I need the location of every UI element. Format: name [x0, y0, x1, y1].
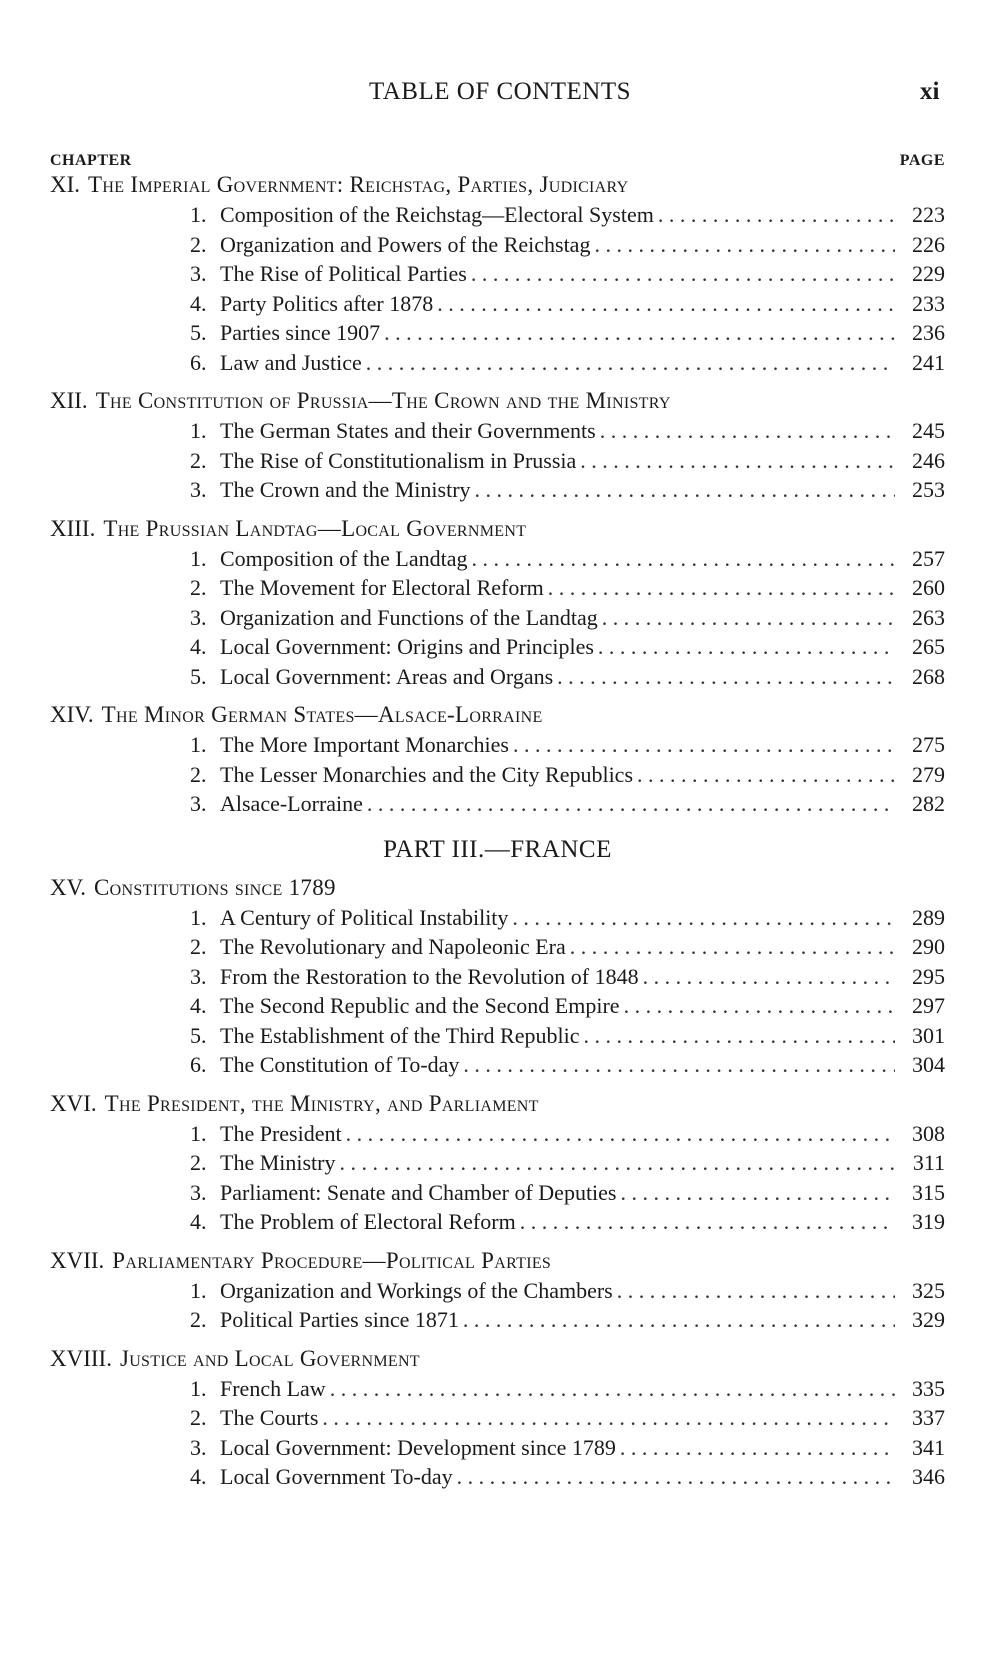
section-page-number: 226 [912, 231, 945, 257]
section-title: The Ministry [220, 1150, 336, 1175]
section-number: 3. [190, 604, 207, 630]
section-page-number: 257 [912, 545, 945, 571]
dot-leader [624, 991, 895, 1021]
section-title: The President [220, 1120, 342, 1146]
section-number: 1. [190, 1277, 207, 1303]
section-title: The More Important Monarchies [220, 732, 509, 757]
toc-entry [50, 789, 945, 819]
chapter-heading [50, 170, 945, 200]
section-page-number: 233 [912, 290, 945, 316]
section-number: 2. [190, 761, 207, 787]
section-number: 6. [190, 1052, 207, 1077]
section-page-number: 263 [912, 604, 945, 630]
dot-leader [548, 573, 895, 603]
section-title: The Establishment of the Third Republic [220, 1022, 580, 1048]
section-page-number: 265 [912, 634, 945, 659]
dot-leader [384, 318, 895, 348]
section-title: Parties since 1907 [220, 320, 381, 345]
section-number: 5. [190, 663, 207, 689]
section-number: 3. [190, 963, 207, 989]
chapter-title: Constitutions since 1789 [94, 874, 336, 900]
section-title: Law and Justice [220, 349, 362, 375]
dot-leader [330, 1374, 895, 1404]
chapter-heading [50, 700, 945, 730]
section-number: 5. [190, 320, 207, 345]
toc-entry [50, 318, 945, 348]
toc-entry [50, 730, 945, 760]
toc-entry [50, 1148, 945, 1178]
dot-leader [340, 1148, 896, 1178]
dot-leader [471, 259, 895, 289]
dot-leader [617, 1276, 895, 1306]
section-number: 1. [190, 904, 207, 930]
section-number: 3. [190, 1179, 207, 1205]
dot-leader [463, 1305, 895, 1335]
dot-leader [475, 475, 895, 505]
toc-entry [50, 662, 945, 692]
section-number: 3. [190, 791, 207, 816]
page-title: TABLE OF CONTENTS [368, 78, 632, 105]
section-page-number: 301 [912, 1022, 945, 1048]
chapter-number: XVII. [50, 1247, 105, 1273]
section-page-number: 325 [912, 1277, 945, 1303]
chapter-title: Justice and Local Government [119, 1345, 420, 1371]
section-page-number: 341 [912, 1434, 945, 1460]
chapter-number: XII. [50, 388, 88, 413]
section-number: 3. [190, 1434, 207, 1460]
section-number: 2. [190, 1405, 207, 1430]
toc-entry [50, 603, 945, 633]
section-title: The Constitution of To-day [220, 1052, 460, 1077]
dot-leader [520, 1207, 895, 1237]
section-page-number: 329 [912, 1307, 945, 1332]
section-number: 2. [190, 1150, 207, 1175]
chapter-title: Parliamentary Procedure—Political Parties [112, 1247, 552, 1273]
section-title: Organization and Functions of the Landtag [220, 604, 598, 630]
section-title: Local Government: Origins and Principles [220, 634, 594, 659]
dot-leader [512, 903, 895, 933]
section-title: The Courts [220, 1405, 319, 1430]
toc-entry [50, 903, 945, 933]
section-page-number: 311 [912, 1150, 945, 1175]
section-page-number: 315 [912, 1179, 945, 1205]
toc-entry [50, 1050, 945, 1080]
chapter-block [50, 1089, 945, 1237]
section-page-number: 268 [912, 663, 945, 689]
section-number: 1. [190, 418, 207, 443]
toc-entry [50, 1207, 945, 1237]
toc-entry [50, 1119, 945, 1149]
section-page-number: 279 [912, 761, 945, 787]
section-page-number: 290 [912, 934, 945, 959]
section-page-number: 229 [912, 261, 945, 286]
toc-entry [50, 1462, 945, 1492]
section-page-number: 346 [912, 1464, 945, 1489]
section-page-number: 295 [912, 963, 945, 989]
chapter-block [50, 700, 945, 819]
section-title: Organization and Workings of the Chambers [220, 1277, 613, 1303]
chapter-heading [50, 514, 945, 544]
dot-leader [570, 932, 895, 962]
section-number: 6. [190, 349, 207, 375]
dot-leader [583, 1021, 895, 1051]
section-title: The Revolutionary and Napoleonic Era [220, 934, 566, 959]
section-page-number: 282 [912, 791, 945, 816]
section-number: 2. [190, 934, 207, 959]
section-title: Party Politics after 1878 [220, 290, 434, 316]
chapter-block [50, 514, 945, 692]
section-number: 2. [190, 575, 207, 600]
section-number: 1. [190, 1120, 207, 1146]
chapter-number: XV. [50, 874, 87, 900]
section-page-number: 289 [912, 904, 945, 930]
toc-entry [50, 1433, 945, 1463]
chapter-heading [50, 873, 945, 903]
section-number: 1. [190, 732, 207, 757]
section-title: Local Government To-day [220, 1464, 453, 1489]
section-number: 1. [190, 1375, 207, 1401]
toc-entry [50, 446, 945, 476]
section-title: The Problem of Electoral Reform [220, 1209, 516, 1234]
section-number: 3. [190, 261, 207, 286]
section-title: Political Parties since 1871 [220, 1307, 459, 1332]
toc-entry [50, 932, 945, 962]
dot-leader [643, 962, 895, 992]
dot-leader [437, 289, 895, 319]
toc-group-part-iii [50, 873, 945, 1492]
toc-entry [50, 1178, 945, 1208]
chapter-number: XI. [50, 172, 81, 197]
section-page-number: 241 [912, 349, 945, 375]
dot-leader [367, 789, 895, 819]
section-page-number: 335 [912, 1375, 945, 1401]
section-title: The Lesser Monarchies and the City Republics [220, 761, 634, 787]
section-title: The Rise of Political Parties [220, 261, 467, 286]
section-title: The Crown and the Ministry [220, 477, 471, 502]
section-title: Composition of the Landtag [220, 545, 468, 571]
section-page-number: 297 [912, 993, 945, 1018]
section-number: 4. [190, 634, 207, 659]
section-title: Alsace-Lorraine [220, 791, 363, 816]
toc-entry [50, 1374, 945, 1404]
dot-leader [463, 1050, 895, 1080]
toc-entry [50, 1403, 945, 1433]
section-number: 1. [190, 545, 207, 571]
running-head [0, 78, 1000, 112]
chapter-heading [50, 1089, 945, 1119]
dot-leader [621, 1178, 896, 1208]
section-page-number: 246 [912, 447, 945, 473]
part-heading: PART III.—FRANCE [383, 835, 612, 863]
dot-leader [580, 446, 895, 476]
toc-entry [50, 416, 945, 446]
section-number: 2. [190, 231, 207, 257]
section-title: The Second Republic and the Second Empire [220, 993, 620, 1018]
section-number: 4. [190, 1209, 207, 1234]
chapter-title: The President, the Ministry, and Parliament [104, 1090, 539, 1116]
section-page-number: 319 [912, 1209, 945, 1234]
toc-group-part-ii [50, 170, 945, 819]
toc-entry [50, 760, 945, 790]
chapter-heading [50, 1344, 945, 1374]
dot-leader [594, 230, 895, 260]
section-page-number: 275 [912, 732, 945, 757]
chapter-title: The Prussian Landtag—Local Government [103, 515, 527, 541]
dot-leader [598, 632, 895, 662]
toc-entry [50, 1305, 945, 1335]
toc-entry [50, 544, 945, 574]
dot-leader [637, 760, 895, 790]
toc-entry [50, 962, 945, 992]
chapter-number: XVI. [50, 1090, 97, 1116]
section-title: Parliament: Senate and Chamber of Deputies [220, 1179, 617, 1205]
section-page-number: 337 [912, 1405, 945, 1430]
toc-entry [50, 632, 945, 662]
toc-entry [50, 200, 945, 230]
section-page-number: 245 [912, 418, 945, 443]
section-title: Local Government: Areas and Organs [220, 663, 554, 689]
chapter-number: XIII. [50, 515, 96, 541]
section-title: From the Restoration to the Revolution of 1848 [220, 963, 639, 989]
section-number: 4. [190, 290, 207, 316]
page-number: xi [920, 78, 940, 105]
chapter-heading [50, 1246, 945, 1276]
section-number: 4. [190, 1464, 207, 1489]
page-column-label: PAGE [899, 152, 945, 169]
toc-entry [50, 230, 945, 260]
toc-entry [50, 475, 945, 505]
dot-leader [602, 603, 895, 633]
section-number: 5. [190, 1022, 207, 1048]
section-page-number: 304 [912, 1052, 945, 1077]
section-title: French Law [220, 1375, 326, 1401]
toc-entry [50, 1021, 945, 1051]
dot-leader [471, 544, 895, 574]
section-number: 2. [190, 447, 207, 473]
dot-leader [513, 730, 895, 760]
chapter-title: The Imperial Government: Reichstag, Parties, Judiciary [88, 172, 629, 197]
section-title: Local Government: Development since 1789 [220, 1434, 616, 1460]
chapter-block [50, 1246, 945, 1335]
section-number: 2. [190, 1307, 207, 1332]
table-of-contents [50, 170, 945, 1492]
section-title: The German States and their Governments [220, 418, 596, 443]
toc-entry [50, 1276, 945, 1306]
chapter-block [50, 873, 945, 1080]
dot-leader [346, 1119, 895, 1149]
section-title: Composition of the Reichstag—Electoral System [220, 202, 654, 227]
section-page-number: 260 [912, 575, 945, 600]
section-page-number: 253 [912, 477, 945, 502]
dot-leader [557, 662, 895, 692]
dot-leader [600, 416, 895, 446]
chapter-title: The Constitution of Prussia—The Crown and the Ministry [95, 388, 671, 413]
chapter-block [50, 170, 945, 377]
section-page-number: 236 [912, 320, 945, 345]
chapter-heading [50, 386, 945, 416]
toc-entry [50, 991, 945, 1021]
chapter-title: The Minor German States—Alsace-Lorraine [101, 702, 543, 727]
toc-entry [50, 348, 945, 378]
dot-leader [658, 200, 895, 230]
section-number: 1. [190, 202, 207, 227]
chapter-number: XVIII. [50, 1345, 112, 1371]
chapter-column-label: CHAPTER [50, 152, 132, 169]
dot-leader [620, 1433, 895, 1463]
section-number: 4. [190, 993, 207, 1018]
section-page-number: 308 [912, 1120, 945, 1146]
dot-leader [322, 1403, 895, 1433]
chapter-number: XIV. [50, 702, 94, 727]
section-title: The Movement for Electoral Reform [220, 575, 544, 600]
section-number: 3. [190, 477, 207, 502]
toc-entry [50, 573, 945, 603]
toc-entry [50, 259, 945, 289]
section-page-number: 223 [912, 202, 945, 227]
section-title: A Century of Political Instability [220, 904, 509, 930]
chapter-block [50, 386, 945, 505]
dot-leader [457, 1462, 895, 1492]
dot-leader [366, 348, 895, 378]
chapter-block [50, 1344, 945, 1492]
section-title: The Rise of Constitutionalism in Prussia [220, 447, 577, 473]
toc-entry [50, 289, 945, 319]
section-title: Organization and Powers of the Reichstag [220, 231, 591, 257]
